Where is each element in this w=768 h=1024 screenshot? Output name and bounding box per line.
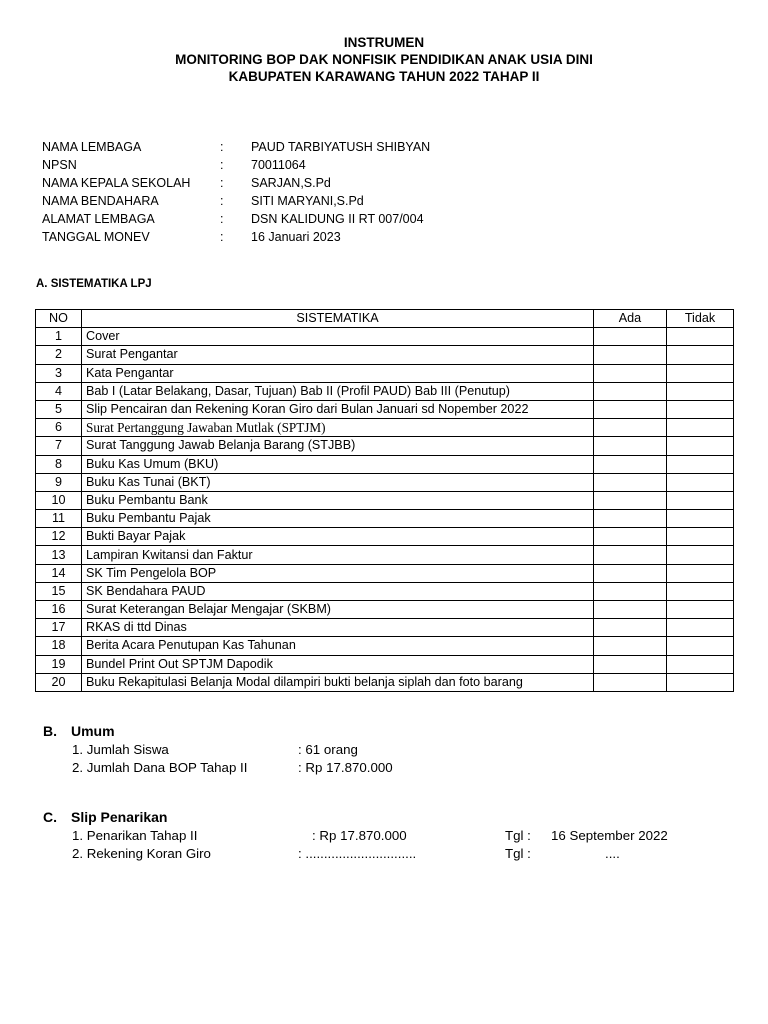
row-item: Surat Pengantar: [82, 346, 594, 364]
tidak-cell[interactable]: [667, 564, 734, 582]
header-tidak: Tidak: [667, 310, 734, 328]
table-row: [36, 419, 734, 437]
sistematika-table: [35, 309, 734, 692]
ada-cell[interactable]: [594, 582, 667, 600]
row-no: 2: [36, 346, 82, 364]
tidak-cell[interactable]: [667, 328, 734, 346]
ada-cell[interactable]: [594, 655, 667, 673]
table-row: [36, 637, 734, 655]
title-line-3: KABUPATEN KARAWANG TAHUN 2022 TAHAP II: [228, 69, 540, 84]
umum-row-value: : Rp 17.870.000: [298, 760, 393, 775]
ada-cell[interactable]: [594, 328, 667, 346]
row-item: Kata Pengantar: [82, 364, 594, 382]
ada-cell[interactable]: [594, 400, 667, 418]
info-value: SITI MARYANI,S.Pd: [251, 194, 364, 208]
info-colon: :: [220, 176, 224, 190]
info-value: 70011064: [251, 158, 306, 172]
ada-cell[interactable]: [594, 510, 667, 528]
tidak-cell[interactable]: [667, 619, 734, 637]
title-line-2: MONITORING BOP DAK NONFISIK PENDIDIKAN ANAK USIA DINI: [175, 52, 593, 67]
tidak-cell[interactable]: [667, 400, 734, 418]
section-b-heading: [43, 723, 115, 739]
ada-cell[interactable]: [594, 619, 667, 637]
section-a-heading: A. SISTEMATIKA LPJ: [36, 278, 152, 290]
table-header-row: [36, 310, 734, 328]
slip-tgl-label: Tgl :: [505, 828, 531, 843]
row-no: 4: [36, 382, 82, 400]
info-label: NAMA LEMBAGA: [42, 140, 142, 154]
row-item: Buku Pembantu Pajak: [82, 510, 594, 528]
row-item: Buku Kas Umum (BKU): [82, 455, 594, 473]
row-no: 20: [36, 673, 82, 691]
row-no: 10: [36, 491, 82, 509]
table-row: [36, 564, 734, 582]
row-no: 9: [36, 473, 82, 491]
umum-row-label: 2. Jumlah Dana BOP Tahap II: [72, 760, 248, 775]
table-row: [36, 328, 734, 346]
tidak-cell[interactable]: [667, 582, 734, 600]
info-label: NAMA KEPALA SEKOLAH: [42, 176, 191, 190]
slip-tgl-value: 16 September 2022: [551, 828, 668, 843]
tidak-cell[interactable]: [667, 655, 734, 673]
info-value: DSN KALIDUNG II RT 007/004: [251, 212, 424, 226]
umum-row-label: 1. Jumlah Siswa: [72, 742, 169, 757]
slip-row-label: 2. Rekening Koran Giro: [72, 846, 211, 861]
ada-cell[interactable]: [594, 546, 667, 564]
ada-cell[interactable]: [594, 419, 667, 437]
info-colon: :: [220, 230, 224, 244]
ada-cell[interactable]: [594, 601, 667, 619]
table-row: [36, 582, 734, 600]
tidak-cell[interactable]: [667, 437, 734, 455]
table-row: [36, 437, 734, 455]
info-colon: :: [220, 194, 224, 208]
ada-cell[interactable]: [594, 364, 667, 382]
row-item: Lampiran Kwitansi dan Faktur: [82, 546, 594, 564]
table-row: [36, 346, 734, 364]
row-item: Slip Pencairan dan Rekening Koran Giro dari Bulan Januari sd Nopember 2022: [82, 400, 594, 418]
info-colon: :: [220, 212, 224, 226]
row-item: Bundel Print Out SPTJM Dapodik: [82, 655, 594, 673]
info-label: NAMA BENDAHARA: [42, 194, 159, 208]
table-row: [36, 364, 734, 382]
tidak-cell[interactable]: [667, 491, 734, 509]
row-item: Surat Keterangan Belajar Mengajar (SKBM): [82, 601, 594, 619]
tidak-cell[interactable]: [667, 528, 734, 546]
tidak-cell[interactable]: [667, 510, 734, 528]
info-value: 16 Januari 2023: [251, 230, 341, 244]
header-sistematika: SISTEMATIKA: [82, 310, 594, 328]
tidak-cell[interactable]: [667, 601, 734, 619]
table-row: [36, 619, 734, 637]
row-no: 11: [36, 510, 82, 528]
tidak-cell[interactable]: [667, 673, 734, 691]
info-label: TANGGAL MONEV: [42, 230, 150, 244]
row-item: Bab I (Latar Belakang, Dasar, Tujuan) Bab II (Profil PAUD) Bab III (Penutup): [82, 382, 594, 400]
row-no: 16: [36, 601, 82, 619]
row-no: 5: [36, 400, 82, 418]
ada-cell[interactable]: [594, 437, 667, 455]
tidak-cell[interactable]: [667, 455, 734, 473]
row-item: SK Tim Pengelola BOP: [82, 564, 594, 582]
tidak-cell[interactable]: [667, 382, 734, 400]
row-no: 7: [36, 437, 82, 455]
ada-cell[interactable]: [594, 382, 667, 400]
row-item: Bukti Bayar Pajak: [82, 528, 594, 546]
row-item: Surat Pertanggung Jawaban Mutlak (SPTJM): [82, 419, 594, 437]
document-title: [0, 34, 768, 85]
row-item: Buku Kas Tunai (BKT): [82, 473, 594, 491]
section-b-title: Umum: [71, 723, 115, 739]
info-value: PAUD TARBIYATUSH SHIBYAN: [251, 140, 431, 154]
row-no: 17: [36, 619, 82, 637]
info-colon: :: [220, 140, 224, 154]
header-ada: Ada: [594, 310, 667, 328]
table-row: [36, 601, 734, 619]
ada-cell[interactable]: [594, 346, 667, 364]
umum-row-value: : 61 orang: [298, 742, 358, 757]
row-item: Cover: [82, 328, 594, 346]
info-value: SARJAN,S.Pd: [251, 176, 331, 190]
ada-cell[interactable]: [594, 455, 667, 473]
row-no: 15: [36, 582, 82, 600]
section-c-title: Slip Penarikan: [71, 809, 168, 825]
tidak-cell[interactable]: [667, 473, 734, 491]
ada-cell[interactable]: [594, 528, 667, 546]
row-no: 6: [36, 419, 82, 437]
table-row: [36, 382, 734, 400]
slip-row-value: : ..............................: [298, 846, 417, 861]
table-row: [36, 673, 734, 691]
slip-tgl-label: Tgl :: [505, 846, 531, 861]
tidak-cell[interactable]: [667, 546, 734, 564]
row-no: 19: [36, 655, 82, 673]
table-row: [36, 455, 734, 473]
ada-cell[interactable]: [594, 673, 667, 691]
row-no: 1: [36, 328, 82, 346]
row-no: 14: [36, 564, 82, 582]
tidak-cell[interactable]: [667, 637, 734, 655]
row-no: 8: [36, 455, 82, 473]
row-no: 18: [36, 637, 82, 655]
tidak-cell[interactable]: [667, 346, 734, 364]
header-no: NO: [36, 310, 82, 328]
ada-cell[interactable]: [594, 637, 667, 655]
section-c-letter: C.: [43, 809, 57, 825]
row-item: Berita Acara Penutupan Kas Tahunan: [82, 637, 594, 655]
table-row: [36, 400, 734, 418]
table-row: [36, 546, 734, 564]
table-row: [36, 473, 734, 491]
row-item: Buku Rekapitulasi Belanja Modal dilampiri bukti belanja siplah dan foto barang: [82, 673, 594, 691]
row-no: 12: [36, 528, 82, 546]
tidak-cell[interactable]: [667, 364, 734, 382]
ada-cell[interactable]: [594, 473, 667, 491]
info-label: ALAMAT LEMBAGA: [42, 212, 155, 226]
section-c-heading: [43, 809, 167, 825]
slip-row-value: : Rp 17.870.000: [312, 828, 407, 843]
row-item: SK Bendahara PAUD: [82, 582, 594, 600]
section-b-letter: B.: [43, 723, 57, 739]
ada-cell[interactable]: [594, 491, 667, 509]
table-row: [36, 655, 734, 673]
slip-tgl-value: ....: [605, 846, 620, 861]
ada-cell[interactable]: [594, 564, 667, 582]
info-colon: :: [220, 158, 224, 172]
row-item: Surat Tanggung Jawab Belanja Barang (STJBB): [82, 437, 594, 455]
tidak-cell[interactable]: [667, 419, 734, 437]
row-no: 13: [36, 546, 82, 564]
title-line-1: INSTRUMEN: [343, 35, 425, 50]
table-row: [36, 528, 734, 546]
row-item: Buku Pembantu Bank: [82, 491, 594, 509]
table-row: [36, 491, 734, 509]
info-label: NPSN: [42, 158, 77, 172]
row-no: 3: [36, 364, 82, 382]
table-row: [36, 510, 734, 528]
row-item: RKAS di ttd Dinas: [82, 619, 594, 637]
slip-row-label: 1. Penarikan Tahap II: [72, 828, 198, 843]
